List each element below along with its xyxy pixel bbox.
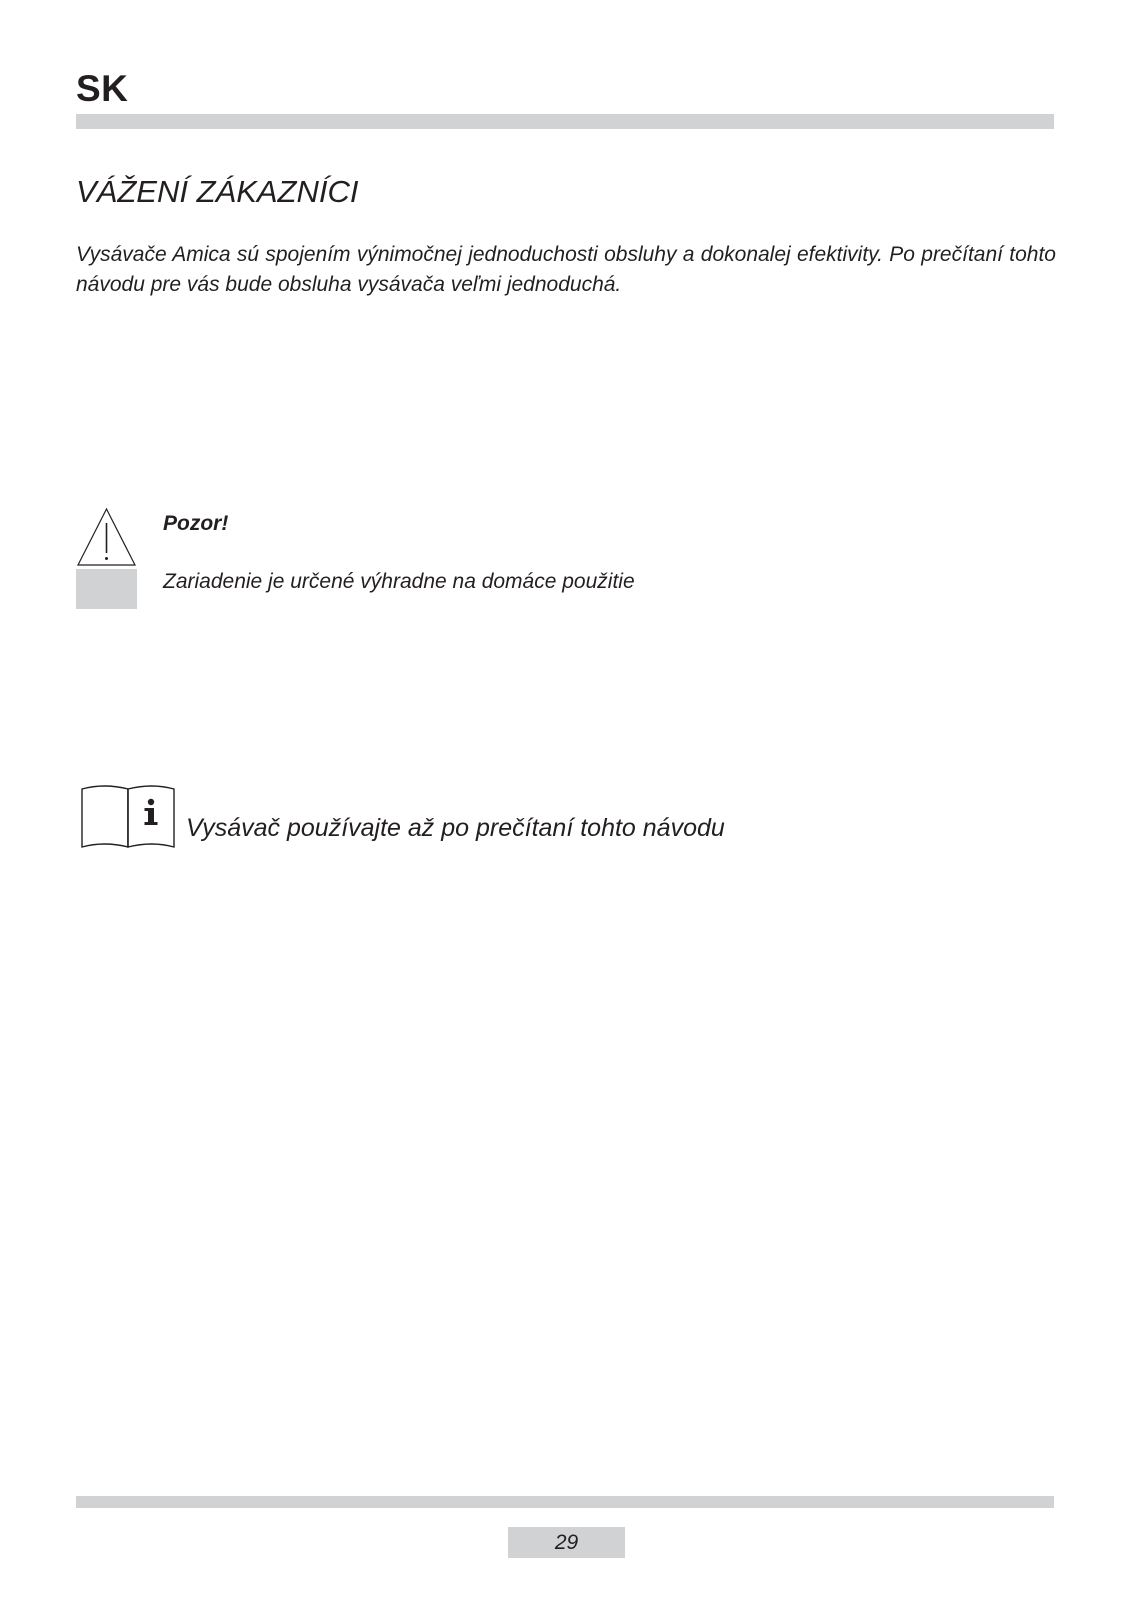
footer-divider	[76, 1496, 1054, 1508]
language-code: SK	[76, 68, 129, 109]
section-title: VÁŽENÍ ZÁKAZNÍCI	[76, 174, 359, 209]
warning-text: Zariadenie je určené výhradne na domáce použitie	[163, 570, 635, 593]
warning-triangle-icon	[76, 507, 137, 569]
page-number: 29	[508, 1527, 625, 1558]
intro-paragraph: Vysávače Amica sú spojením výnimočnej jednoduchosti obsluhy a dokonalej efektivity. Po prečítaní tohto návodu pre vás bude obsluha vysávača veľmi jednoduchá.	[76, 243, 1056, 296]
header-divider	[76, 114, 1054, 129]
warning-icon-box	[76, 507, 137, 609]
info-note-text: Vysávač používajte až po prečítaní tohto návodu	[186, 814, 725, 842]
warning-title: Pozor!	[163, 512, 229, 535]
manual-info-icon	[80, 784, 176, 857]
